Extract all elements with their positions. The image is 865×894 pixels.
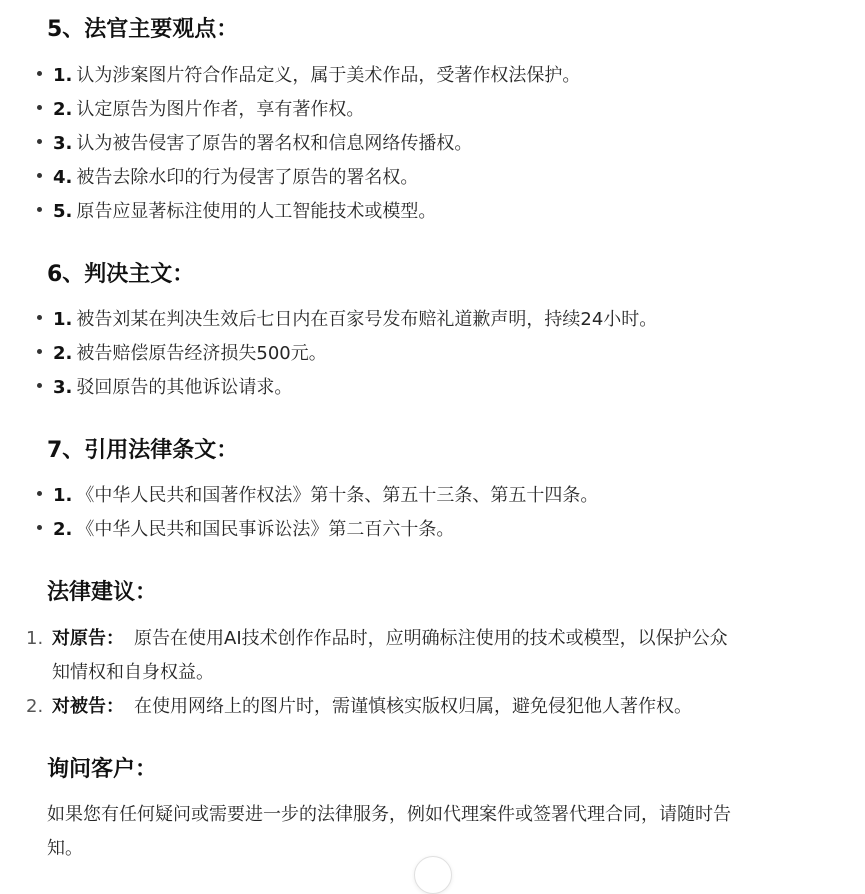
item-number: 3. <box>53 133 73 154</box>
bullet-icon <box>37 139 42 144</box>
item-number: 3. <box>53 377 73 398</box>
item-number: 1. <box>26 628 44 649</box>
list-item <box>37 341 327 367</box>
item-number: 2. <box>53 99 73 120</box>
scroll-down-button[interactable] <box>414 856 452 894</box>
list-item <box>37 517 454 543</box>
item-text: 认为被告侵害了原告的署名权和信息网络传播权。 <box>76 133 473 154</box>
bullet-icon <box>37 105 42 110</box>
item-number: 4. <box>53 167 73 188</box>
section-heading-client: 询问客户： <box>47 757 158 782</box>
paragraph-line: 如果您有任何疑问或需要进一步的法律服务，例如代理案件或签署代理合同，请随时告 <box>47 804 731 825</box>
item-text: 《中华人民共和国民事诉讼法》第二百六十条。 <box>76 519 455 540</box>
item-number: 5. <box>53 201 73 222</box>
ordered-list-item <box>26 690 826 724</box>
item-number: 2. <box>53 519 73 540</box>
item-text: 在使用网络上的图片时，需谨慎核实版权归属，避免侵犯他人著作权。 <box>134 696 692 717</box>
bullet-icon <box>37 173 42 178</box>
bullet-icon <box>37 525 42 530</box>
list-item <box>37 165 418 191</box>
section-heading-advice: 法律建议： <box>47 580 158 605</box>
bullet-icon <box>37 349 42 354</box>
item-number: 2. <box>53 343 73 364</box>
item-number: 1. <box>53 485 73 506</box>
item-text: 原告应显著标注使用的人工智能技术或模型。 <box>76 201 437 222</box>
item-number: 2. <box>26 696 44 717</box>
item-text: 认定原告为图片作者，享有著作权。 <box>76 99 365 120</box>
item-label: 对被告： <box>52 696 124 717</box>
list-item <box>37 483 598 509</box>
section-heading-judgment: 6、判决主文： <box>47 262 195 287</box>
list-item <box>37 199 436 225</box>
item-text: 《中华人民共和国著作权法》第十条、第五十三条、第五十四条。 <box>76 485 599 506</box>
bullet-icon <box>37 207 42 212</box>
item-text: 驳回原告的其他诉讼请求。 <box>76 377 293 398</box>
item-text: 被告刘某在判决生效后七日内在百家号发布赔礼道歉声明，持续24小时。 <box>76 309 658 330</box>
item-text: 原告在使用AI技术创作作品时，应明确标注使用的技术或模型，以保护公众 <box>134 628 728 649</box>
list-item <box>37 63 580 89</box>
item-text: 被告赔偿原告经济损失500元。 <box>76 343 327 364</box>
item-label: 对原告： <box>52 628 124 649</box>
section-heading-judge-views: 5、法官主要观点： <box>47 17 239 42</box>
item-number: 1. <box>53 309 73 330</box>
list-item <box>37 131 472 157</box>
list-item <box>37 375 292 401</box>
ordered-list-item <box>26 622 826 690</box>
list-item <box>37 97 364 123</box>
section-heading-laws: 7、引用法律条文： <box>47 438 239 463</box>
bullet-icon <box>37 491 42 496</box>
bullet-icon <box>37 71 42 76</box>
item-text-continuation: 知情权和自身权益。 <box>52 662 214 683</box>
bullet-icon <box>37 315 42 320</box>
item-text: 被告去除水印的行为侵害了原告的署名权。 <box>76 167 419 188</box>
list-item <box>37 307 657 333</box>
bullet-icon <box>37 383 42 388</box>
item-text: 认为涉案图片符合作品定义，属于美术作品，受著作权法保护。 <box>76 65 581 86</box>
item-number: 1. <box>53 65 73 86</box>
paragraph-line: 知。 <box>47 838 83 859</box>
